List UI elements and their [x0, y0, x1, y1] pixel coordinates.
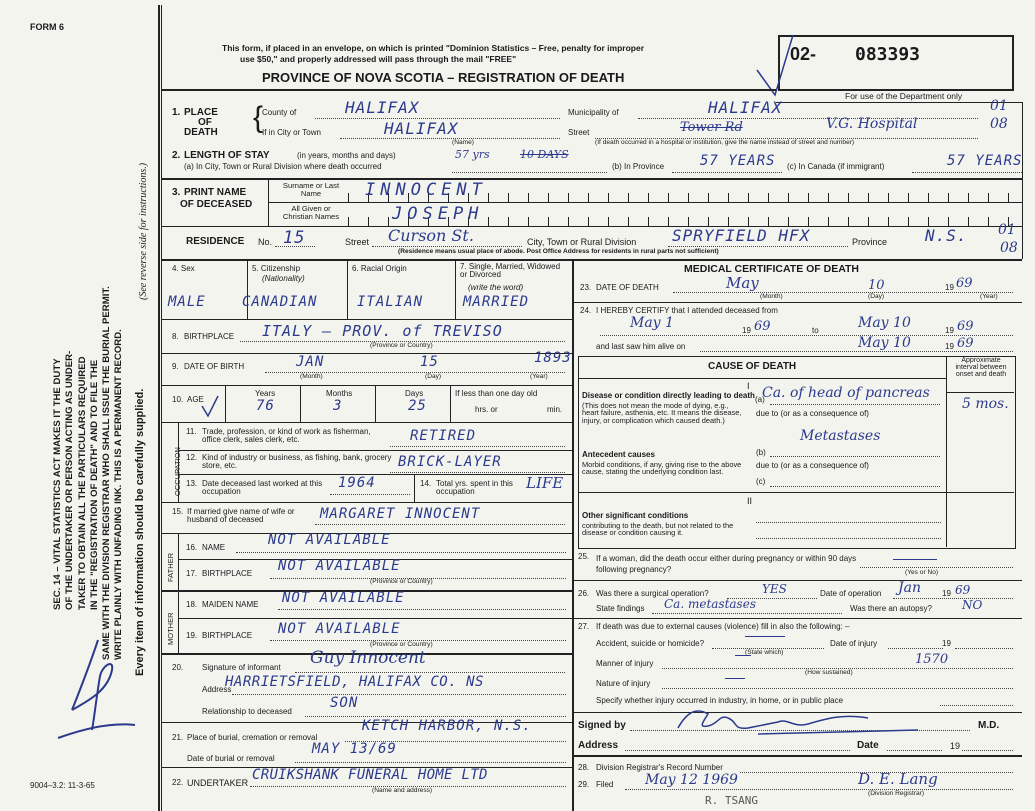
hrs-label: hrs. or	[475, 405, 498, 414]
burial-place-label: Place of burial, cremation or removal	[187, 733, 318, 742]
birthplace-num: 8.	[172, 332, 179, 341]
letter-box-divider	[748, 193, 749, 202]
residence-province: N.S.	[925, 226, 968, 245]
age-days: 25	[408, 398, 427, 414]
father-bp-sub: (Province or Country)	[370, 578, 433, 585]
lastsaw-label: and last saw him alive on	[596, 342, 686, 351]
place-code-2: 08	[990, 116, 1008, 132]
undertaker-value: CRUIKSHANK FUNERAL HOME LTD	[252, 767, 488, 783]
cause-b-label: (b)	[756, 448, 766, 457]
lastsaw-value: May 10	[858, 335, 911, 351]
mother-bp-label: BIRTHPLACE	[202, 631, 253, 640]
given-value: JOSEPH	[392, 204, 484, 224]
informant-num: 20.	[172, 663, 184, 672]
side-line-4: IN THE "REGISTRATION OF DEATH" AND TO FILE THE	[88, 359, 100, 610]
burial-place: KETCH HARBOR, N.S.	[362, 718, 532, 734]
letter-box-divider	[628, 193, 629, 202]
registrar-stamp: R. TSANG	[705, 794, 758, 807]
less-than-day-label: If less than one day old	[455, 389, 538, 398]
informant-sig-label: Signature of informant	[202, 663, 281, 672]
dod-month: May	[726, 274, 759, 292]
trade-num: 11.	[186, 427, 197, 436]
name-caption: (Name)	[452, 139, 474, 146]
record-label: Division Registrar's Record Number	[596, 763, 723, 772]
stay-a-value: 57 yrs	[455, 148, 490, 161]
certify-from-year: 69	[754, 319, 771, 334]
dob-label: DATE OF BIRTH	[184, 362, 245, 371]
surgery-label: Was there a surgical operation?	[596, 589, 709, 598]
antecedent-text: Morbid conditions, if any, giving rise to the above cause, stating the underlying condition last.	[582, 460, 742, 477]
reverse-note: (See reverse side for instructions.)	[138, 162, 149, 300]
mother-bp-sub: (Province or Country)	[370, 641, 433, 648]
letter-box-divider	[868, 193, 869, 202]
side-supply-note: Every item of information should be carefully supplied.	[133, 388, 146, 676]
industry-value: BRICK-LAYER	[398, 454, 502, 470]
surgery-value: YES	[762, 582, 787, 596]
letter-box-divider	[688, 193, 689, 202]
letter-box-divider	[368, 217, 369, 226]
letter-box-divider	[668, 217, 669, 226]
letter-box-divider	[748, 217, 749, 226]
letter-box-divider	[508, 217, 509, 226]
racial-value: ITALIAN	[357, 294, 424, 310]
residence-code-1: 01	[998, 222, 1016, 238]
burial-num: 21.	[172, 733, 184, 742]
notice-line-2: use $50," and properly addressed will pass through the mail "FREE"	[240, 54, 517, 64]
residence-street: Curson St.	[388, 226, 474, 245]
letter-box-divider	[948, 217, 949, 226]
racial-label: 6. Racial Origin	[352, 264, 407, 273]
death-registration-form: FORM 6 SEC. 14 – VITAL STATISTICS ACT MAKES IT THE DUTY OF THE UNDERTAKER OR PERSON ACTING AS UNDER- TAKER TO OBTAIN ALL THE PARTICULARS REQUIRED IN THE "REGISTRATION OF DEATH" AND TO FILE THE SAME WITH THE DIVISION REGISTRAR WHO SHALL ISSUE THE BURIAL PERMIT. WRITE PLAINLY WITH UNFADING INK. THIS IS A PERMANENT RECORD. Every item of information should be carefully supplied. (See reverse side for instructions.) 9004–3.2: 11-3-65 This form, if placed in an envelope, on which is printed "Dominion Statistics – Free, penalty for improper use $50," and properly addressed will pass through the mail "FREE" PROVINCE OF NOVA SCOTIA – REGISTRATION OF DEATH 02- 083393 For use of the Department only 1. PLACE OF DEATH { County of HALIFAX Municipality of HALIFAX 01 If in City or Town HALIFAX (Name) Street Tower Rd V.G. Hospital 08 (If death occurred in a hospital or institution, give the name instead of street and number) 2. LENGTH OF STAY (in years, months and days) (a) In City, Town or Rural Division where death occurred 57 yrs 10 DAYS (b) In Province 57 YEARS (c) In Canada (if immigrant) 57 YEARS 3. PRINT NAME OF DECEASED Surname or Last Name All Given or Christian Names INNOCENT JOSEPH RESIDENCE No. 15 Street Curson St. City, Town or Rural Division SPRYFIELD HFX Province N.S. 01 08 (Residence means usual place of abode. Post Office Address for residents in rural parts not sufficient) 4. Sex MALE 5. Citizenship (Nationality) CANADIAN 6. Racial Origin ITALIAN 7. Single, Married, Widowed or Divorced (write the word) MARRIED 8. BIRTHPLACE ITALY – PROV. of TREVISO (Province or Country) 9. DATE OF BIRTH JAN 15 1893 (Month) (Day) (Year) 10. AGE Years Months Days 76 3 25 If less than one day old hrs. or min. OCCUPATION 11. Trade, profession, or kind of work as fisherman, office clerk, sales clerk, etc. RETIRED 12. Kind of industry or business, as fishing, bank, grocery store, etc. BRICK-LAYER 13. Date deceased last worked at this occupation 1964 14. Total yrs. spent in this occupation LIFE 15. If married give name of wife or husband of deceased MARGARET INNOCENT FATHER MOTHER 16. NAME NOT AVAILABLE 17. BIRTHPLACE NOT AVAILABLE (Province or Country) 18. MAIDEN NAME NOT AVAILABLE 19. BIRTHPLACE NOT AVAILABLE (Province or Country) 20. Signature of informant Guy Innocent Address HARRIETSFIELD, HALIFAX CO. NS Relationship to deceased SON 21. Place of burial, cremation or removal KETCH HARBOR, N.S. Date of burial or removal MAY 13/69 22. UNDERTAKER CRUIKSHANK FUNERAL HOME LTD (Name and address) MEDICAL CERTIFICATE OF DEATH 23. DATE OF DEATH May 10 19 69 (Month) (Day) (Year) 24. I HEREBY CERTIFY that I attended deceased from May 1 19 69 to May 10 19 69 and last saw him alive on May 10 19 69 CAUSE OF DEATH Approximate interval between onset and death I Disease or condition directly leading to death (This does not mean the mode of dying, e.g., heart failure, asthenia, etc. It means the disease, injury, or complication which caused death.) (a) Ca. of head of pancreas 5 mos. due to (or as a consequence of) Metastases Antecedent causes Morbid conditions, if any, giving rise to the above cause, stating the underlying condition last. (b) due to (or as a consequence of) (c) II Other significant conditions contributing to the death, but not related to the disease or condition causing it. 25. If a woman, did the death occur either during pregnancy or within 90 days following pregnancy? (Yes or No) 26. Was there a surgical operation? YES Date of operation Jan 19 69 State findings Ca. metastases Was there an autopsy? NO 27. If death was due to external causes (violence) fill in also the following: – Accident, suicide or homicide? (State which) Date of injury 19 Manner of injury 1570 (How sustained) Nature of injury Specify whether injury occurred in industry, in home, or in public place Signed by M.D. Address Date 19 28. Division Registrar's Record Number 29. Filed May 12 1969 D. E. Lang (Division Registrar) R. TSANG	[0, 0, 1035, 811]
cause-due-to-2: due to (or as a consequence of)	[756, 461, 869, 470]
street-struck: Tower Rd	[680, 120, 743, 135]
letter-box-divider	[508, 193, 509, 202]
other-head: Other significant conditions	[582, 511, 689, 520]
spouse-num: 15.	[172, 507, 184, 516]
filed-label: Filed	[596, 780, 614, 789]
certify-to: May 10	[858, 315, 911, 331]
medical-address-label: Address	[578, 740, 619, 751]
dod-num: 23.	[580, 283, 592, 292]
age-days-label: Days	[405, 389, 424, 398]
disease-head: Disease or condition directly leading to death	[582, 391, 755, 400]
filed-value: May 12 1969	[645, 772, 738, 788]
father-bp-num: 17.	[186, 569, 198, 578]
mother-name-value: NOT AVAILABLE	[282, 590, 405, 606]
mother-bp-num: 19.	[186, 631, 198, 640]
form-number: FORM 6	[30, 22, 65, 32]
letter-box-divider	[888, 217, 889, 226]
letter-box-divider	[548, 217, 549, 226]
municipality-label: Municipality of	[568, 108, 619, 117]
margin-signature	[50, 630, 150, 780]
cause-title: CAUSE OF DEATH	[708, 361, 797, 372]
residence-city-label: City, Town or Rural Division	[527, 237, 637, 247]
letter-box-divider	[348, 193, 349, 202]
letter-box-divider	[388, 217, 389, 226]
place-code-1: 01	[990, 98, 1008, 114]
letter-box-divider	[668, 193, 669, 202]
letter-box-divider	[928, 193, 929, 202]
approx-interval-label: Approximate interval between onset and death	[955, 357, 1007, 378]
letter-box-divider	[868, 217, 869, 226]
surname-label: Surname or Last Name	[282, 181, 340, 198]
place-label: PLACE	[184, 107, 218, 118]
certify-from-year-prefix: 19	[742, 326, 751, 335]
totalyrs-num: 14.	[420, 479, 432, 488]
county-label: County of	[262, 108, 297, 117]
residence-label: RESIDENCE	[186, 236, 245, 247]
cause-c-label: (c)	[756, 477, 766, 486]
filed-num: 29.	[578, 780, 590, 789]
stay-c-label: (c) In Canada (if immigrant)	[787, 162, 885, 171]
specify-label: Specify whether injury occurred in industry, in home, or in public place	[596, 696, 844, 705]
letter-box-divider	[608, 193, 609, 202]
dept-use-label: For use of the Department only	[845, 91, 963, 101]
letter-box-divider	[528, 193, 529, 202]
letter-box-divider	[768, 193, 769, 202]
dod-month-cap: (Month)	[760, 293, 783, 300]
place-label-num: 1.	[172, 107, 181, 118]
medical-date-label: Date	[857, 740, 879, 751]
father-name-value: NOT AVAILABLE	[268, 532, 391, 548]
citizenship-value: CANADIAN	[242, 294, 318, 310]
sex-value: MALE	[168, 294, 206, 310]
accident-label: Accident, suicide or homicide?	[596, 639, 705, 648]
signed-label: Signed by	[578, 720, 626, 731]
marital-sub: (write the word)	[468, 283, 524, 292]
informant-signature: Guy Innocent	[310, 648, 426, 668]
father-label: FATHER	[166, 552, 175, 582]
city-label: If in City or Town	[262, 128, 321, 137]
op-date-value: Jan	[898, 580, 921, 596]
injury-date-label: Date of injury	[830, 639, 878, 648]
stay-a-struck: 10 DAYS	[520, 148, 569, 161]
certify-from: May 1	[630, 315, 674, 331]
letter-box-divider	[708, 217, 709, 226]
dob-num: 9.	[172, 362, 179, 371]
letter-box-divider	[588, 193, 589, 202]
registrar-signature: D. E. Lang	[858, 770, 938, 788]
side-line-6: WRITE PLAINLY WITH UNFADING INK. THIS IS A PERMANENT RECORD.	[113, 329, 125, 660]
op-date-label: Date of operation	[820, 589, 882, 598]
street-value: V.G. Hospital	[826, 116, 918, 132]
autopsy-value: NO	[962, 598, 983, 612]
undertaker-sub: (Name and address)	[372, 787, 433, 794]
cause-a-label: (a)	[755, 395, 765, 404]
dob-day: 15	[420, 354, 439, 370]
residence-province-label: Province	[852, 237, 888, 247]
stay-a-label: (a) In City, Town or Rural Division where death occurred	[184, 162, 382, 171]
letter-box-divider	[768, 217, 769, 226]
dod-day: 10	[868, 278, 885, 293]
manner-code: 1570	[915, 652, 949, 667]
street-label: Street	[568, 128, 590, 137]
side-line-3: TAKER TO OBTAIN ALL THE PARTICULARS REQUIRED	[76, 356, 88, 610]
roman-i: I	[747, 381, 750, 391]
industry-num: 12.	[186, 453, 198, 462]
certify-to-label: to	[812, 326, 819, 335]
registration-number: 083393	[855, 44, 921, 65]
mother-bp-value: NOT AVAILABLE	[278, 621, 401, 637]
woman-num: 25.	[578, 552, 590, 561]
letter-box-divider	[788, 217, 789, 226]
woman-label: If a woman, did the death occur either during pregnancy or within 90 days following pregnancy?	[596, 554, 857, 575]
letter-box-divider	[648, 193, 649, 202]
ext-label: If death was due to external causes (violence) fill in also the following: –	[596, 622, 850, 631]
injury-year-prefix: 19	[942, 639, 951, 648]
footer-code: 9004–3.2: 11-3-65	[30, 781, 95, 790]
record-num: 28.	[578, 763, 590, 772]
residence-no: 15	[283, 228, 306, 248]
county-value: HALIFAX	[345, 98, 420, 117]
autopsy-label: Was there an autopsy?	[850, 604, 932, 613]
age-num: 10.	[172, 395, 184, 404]
dod-year: 69	[956, 276, 973, 291]
father-bp-value: NOT AVAILABLE	[278, 558, 401, 574]
residence-no-label: No.	[258, 237, 273, 247]
lastwork-label: Date deceased last worked at this occupation	[202, 479, 323, 497]
surgery-num: 26.	[578, 589, 590, 598]
undertaker-label: UNDERTAKER	[187, 778, 249, 788]
letter-box-divider	[988, 193, 989, 202]
municipality-value: HALIFAX	[708, 98, 783, 117]
birthplace-sub: (Province or Country)	[370, 342, 433, 349]
industry-label: Kind of industry or business, as fishing, bank, grocery store, etc.	[202, 453, 392, 471]
dob-day-cap: (Day)	[425, 373, 442, 380]
left-margin	[0, 0, 160, 811]
name-num: 3.	[172, 187, 181, 198]
how-sustained: (How sustained)	[805, 669, 853, 676]
burial-date: MAY 13/69	[312, 741, 397, 757]
age-label: AGE	[187, 395, 204, 404]
dob-year: 1893	[534, 350, 572, 366]
trade-label: Trade, profession, or kind of work as fisherman, office clerk, sales clerk, etc.	[202, 427, 371, 445]
father-name-num: 16.	[186, 543, 198, 552]
lastwork-value: 1964	[338, 475, 376, 491]
letter-box-divider	[988, 217, 989, 226]
letter-box-divider	[568, 193, 569, 202]
certify-label: I HEREBY CERTIFY that I attended deceased from	[596, 306, 778, 315]
residence-code-2: 08	[1000, 240, 1018, 256]
letter-box-divider	[488, 193, 489, 202]
marital-label: 7. Single, Married, Widowed or Divorced	[460, 262, 561, 280]
letter-box-divider	[348, 217, 349, 226]
lastsaw-year-prefix: 19	[945, 342, 954, 351]
letter-box-divider	[688, 217, 689, 226]
given-label: All Given or Christian Names	[282, 204, 340, 221]
lastsaw-year: 69	[957, 336, 974, 351]
letter-box-divider	[968, 193, 969, 202]
mother-name-num: 18.	[186, 600, 198, 609]
residence-street-label: Street	[345, 237, 370, 247]
ext-num: 27.	[578, 622, 590, 631]
letter-box-divider	[888, 193, 889, 202]
op-year-prefix: 19	[942, 589, 951, 598]
letter-box-divider	[608, 217, 609, 226]
stay-label-note: (in years, months and days)	[297, 151, 396, 160]
stay-c-value: 57 YEARS	[947, 153, 1023, 169]
letter-box-divider	[828, 193, 829, 202]
findings-label: State findings	[596, 604, 645, 613]
physician-signature	[668, 700, 928, 740]
stay-b-label: (b) In Province	[612, 162, 665, 171]
dob-month-cap: (Month)	[300, 373, 323, 380]
street-note: (If death occurred in a hospital or institution, give the name instead of street and number)	[595, 139, 855, 146]
birthplace-label: BIRTHPLACE	[184, 332, 235, 341]
burial-date-label: Date of burial or removal	[187, 754, 275, 763]
residence-city: SPRYFIELD HFX	[672, 226, 811, 245]
letter-box-divider	[548, 193, 549, 202]
other-text: contributing to the death, but not related to the disease or condition causing it.	[582, 521, 734, 538]
undertaker-num: 22.	[172, 778, 184, 787]
cause-a-interval: 5 mos.	[962, 396, 1009, 412]
registration-prefix: 02-	[790, 44, 817, 64]
age-months-label: Months	[326, 389, 353, 398]
md-label: M.D.	[978, 720, 1000, 731]
dod-day-cap: (Day)	[868, 293, 885, 300]
cause-b-value: Metastases	[800, 428, 881, 444]
state-which: (State which)	[745, 649, 784, 656]
letter-box-divider	[828, 217, 829, 226]
father-bp-label: BIRTHPLACE	[202, 569, 253, 578]
informant-address: HARRIETSFIELD, HALIFAX CO. NS	[225, 674, 484, 690]
informant-addr-label: Address	[202, 685, 232, 694]
spouse-label: If married give name of wife or husband of deceased	[187, 507, 295, 525]
name-label: PRINT NAME	[184, 187, 247, 198]
medical-year-prefix: 19	[950, 741, 961, 751]
name-label-2: OF DECEASED	[180, 199, 253, 210]
dod-year-prefix: 19	[945, 283, 954, 292]
roman-ii: II	[747, 496, 753, 506]
spouse-value: MARGARET INNOCENT	[320, 506, 481, 522]
letter-box-divider	[808, 217, 809, 226]
citizenship-label: 5. Citizenship	[252, 264, 301, 273]
stay-label: LENGTH OF STAY	[184, 150, 270, 161]
letter-box-divider	[1008, 193, 1009, 202]
form-title: PROVINCE OF NOVA SCOTIA – REGISTRATION OF DEATH	[262, 70, 625, 85]
certify-to-year: 69	[957, 319, 974, 334]
manner-label: Manner of injury	[596, 659, 654, 668]
letter-box-divider	[848, 217, 849, 226]
medical-title: MEDICAL CERTIFICATE OF DEATH	[684, 263, 859, 275]
informant-relationship: SON	[330, 695, 359, 711]
letter-box-divider	[588, 217, 589, 226]
totalyrs-value: LIFE	[526, 474, 564, 492]
citizenship-sub: (Nationality)	[262, 274, 305, 283]
place-label-2: OF	[198, 117, 212, 128]
sex-label: 4. Sex	[172, 264, 195, 273]
letter-box-divider	[908, 217, 909, 226]
cause-due-to-1: due to (or as a consequence of)	[756, 409, 869, 418]
findings-value: Ca. metastases	[664, 597, 756, 611]
letter-box-divider	[788, 193, 789, 202]
city-value: HALIFAX	[384, 119, 459, 138]
min-label: min.	[547, 405, 563, 414]
letter-box-divider	[568, 217, 569, 226]
letter-box-divider	[928, 217, 929, 226]
letter-box-divider	[848, 193, 849, 202]
mother-label: MOTHER	[166, 612, 175, 645]
letter-box-divider	[528, 217, 529, 226]
letter-box-divider	[728, 193, 729, 202]
age-years: 76	[256, 398, 275, 414]
age-months: 3	[333, 398, 343, 414]
totalyrs-label: Total yrs. spent in this occupation	[436, 479, 513, 497]
cause-a-value: Ca. of head of pancreas	[762, 385, 930, 401]
certify-to-year-prefix: 19	[945, 326, 954, 335]
stay-b-value: 57 YEARS	[700, 153, 776, 169]
dod-label: DATE OF DEATH	[596, 283, 659, 292]
occupation-label: OCCUPATION	[173, 447, 182, 496]
letter-box-divider	[968, 217, 969, 226]
op-year: 69	[955, 583, 971, 597]
letter-box-divider	[628, 217, 629, 226]
nature-label: Nature of injury	[596, 679, 651, 688]
mother-name-label: MAIDEN NAME	[202, 600, 259, 609]
dod-year-cap: (Year)	[980, 293, 998, 300]
age-years-label: Years	[255, 389, 276, 398]
informant-rel-label: Relationship to deceased	[202, 707, 292, 716]
disease-text: (This does not mean the mode of dying, e.g., heart failure, asthenia, etc. It means the disease, injury, or complication which caused death.)	[582, 401, 742, 425]
letter-box-divider	[488, 217, 489, 226]
letter-box-divider	[708, 193, 709, 202]
registrar-sub: (Division Registrar)	[868, 790, 925, 797]
marital-value: MARRIED	[463, 294, 530, 310]
dob-month: JAN	[296, 354, 325, 370]
trade-value: RETIRED	[410, 428, 477, 444]
stay-num: 2.	[172, 150, 181, 161]
residence-note: (Residence means usual place of abode. Post Office Address for residents in rural parts not sufficient)	[398, 248, 719, 255]
letter-box-divider	[948, 193, 949, 202]
letter-box-divider	[908, 193, 909, 202]
place-label-3: DEATH	[184, 127, 218, 138]
antecedent-head: Antecedent causes	[582, 450, 655, 459]
age-checkmark-icon	[200, 396, 220, 420]
woman-yes-no: (Yes or No)	[905, 569, 939, 576]
side-line-1: SEC. 14 – VITAL STATISTICS ACT MAKES IT THE DUTY	[52, 358, 63, 610]
letter-box-divider	[728, 217, 729, 226]
dob-year-cap: (Year)	[530, 373, 548, 380]
father-name-label: NAME	[202, 543, 226, 552]
notice-line-1: This form, if placed in an envelope, on which is printed "Dominion Statistics – Free, penalty for improper	[222, 43, 645, 53]
birthplace-value: ITALY – PROV. of TREVISO	[262, 322, 503, 340]
side-line-2: OF THE UNDERTAKER OR PERSON ACTING AS UNDER-	[64, 350, 76, 610]
letter-box-divider	[808, 193, 809, 202]
certify-num: 24.	[580, 306, 592, 315]
lastwork-num: 13.	[186, 479, 198, 488]
side-line-5: SAME WITH THE DIVISION REGISTRAR WHO SHALL ISSUE THE BURIAL PERMIT.	[101, 286, 113, 660]
surname-value: INNOCENT	[365, 180, 487, 200]
letter-box-divider	[648, 217, 649, 226]
